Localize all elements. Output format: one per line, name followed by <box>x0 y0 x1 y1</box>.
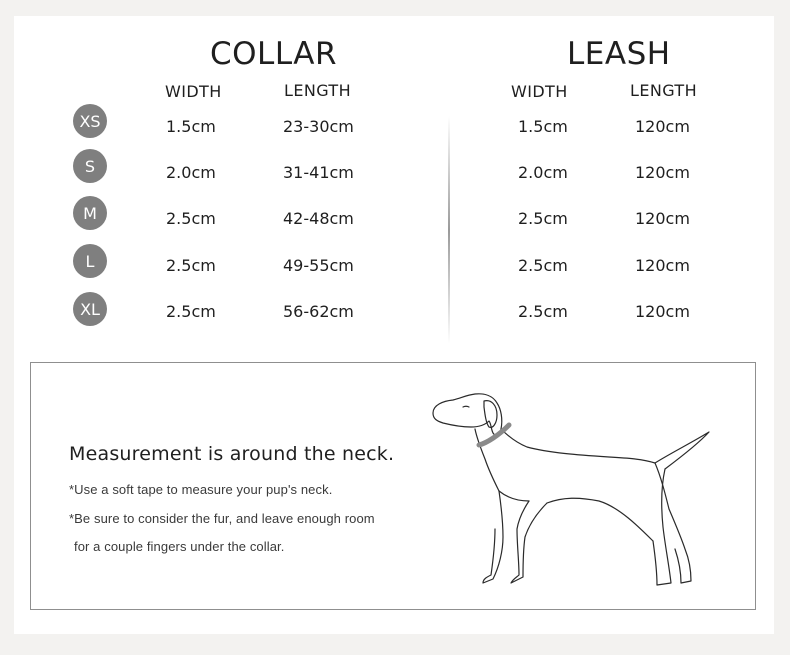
leash-width-header: WIDTH <box>511 82 568 101</box>
measurement-tip-2: *Be sure to consider the fur, and leave enough room <box>69 511 375 526</box>
leash-width-cell: 1.5cm <box>518 117 568 136</box>
collar-length-cell: 23-30cm <box>283 117 354 136</box>
leash-width-cell: 2.5cm <box>518 302 568 321</box>
size-badge-xs: XS <box>73 104 107 138</box>
size-badge-m: M <box>73 196 107 230</box>
collar-width-cell: 1.5cm <box>166 117 216 136</box>
leash-length-cell: 120cm <box>635 209 690 228</box>
section-divider <box>448 116 450 344</box>
collar-width-cell: 2.5cm <box>166 302 216 321</box>
leash-width-cell: 2.5cm <box>518 209 568 228</box>
collar-width-cell: 2.5cm <box>166 209 216 228</box>
collar-length-cell: 42-48cm <box>283 209 354 228</box>
measurement-box <box>30 362 756 610</box>
collar-length-header: LENGTH <box>284 81 352 100</box>
top-mark <box>468 16 488 21</box>
measurement-title: Measurement is around the neck. <box>69 443 395 465</box>
collar-width-cell: 2.5cm <box>166 256 216 275</box>
leash-length-cell: 120cm <box>635 256 690 275</box>
collar-length-cell: 31-41cm <box>283 163 354 182</box>
leash-width-cell: 2.0cm <box>518 163 568 182</box>
leash-width-cell: 2.5cm <box>518 256 568 275</box>
leash-length-cell: 120cm <box>635 163 690 182</box>
size-badge-l: L <box>73 244 107 278</box>
collar-width-header: WIDTH <box>165 82 222 101</box>
size-badge-xl: XL <box>73 292 107 326</box>
leash-length-cell: 120cm <box>635 117 690 136</box>
measurement-tip-2-cont: for a couple fingers under the collar. <box>74 539 285 554</box>
collar-length-cell: 56-62cm <box>283 302 354 321</box>
collar-title: COLLAR <box>210 36 338 72</box>
size-badge-s: S <box>73 149 107 183</box>
leash-title: LEASH <box>567 36 671 72</box>
leash-length-header: LENGTH <box>630 81 698 100</box>
collar-width-cell: 2.0cm <box>166 163 216 182</box>
measurement-tip-1: *Use a soft tape to measure your pup's neck. <box>69 482 333 497</box>
collar-length-cell: 49-55cm <box>283 256 354 275</box>
dog-outline-icon <box>429 377 719 601</box>
leash-length-cell: 120cm <box>635 302 690 321</box>
